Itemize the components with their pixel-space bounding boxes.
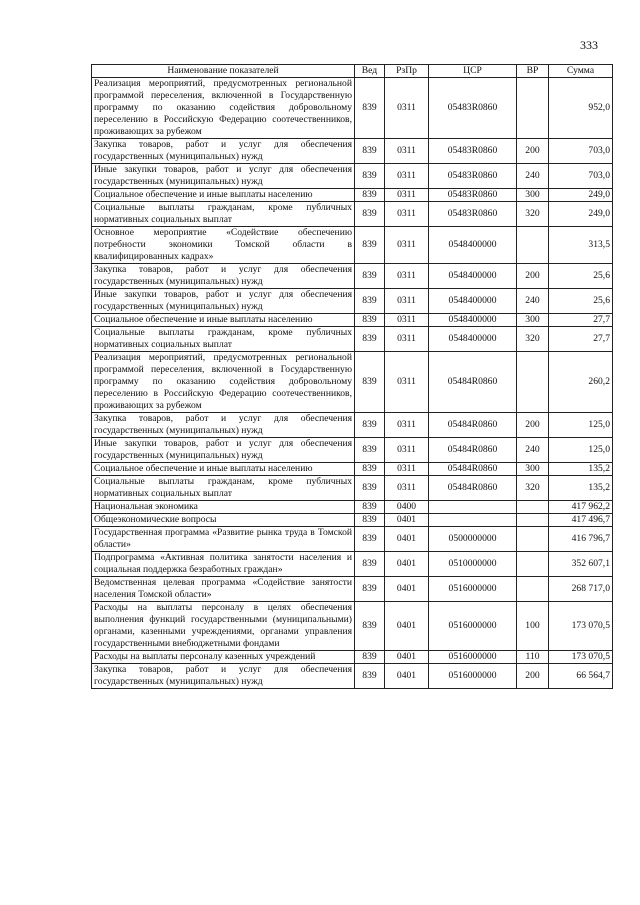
cell-sum: 249,0 xyxy=(549,189,613,202)
cell-rzpr: 0311 xyxy=(385,352,429,413)
cell-vr: 320 xyxy=(517,476,549,501)
cell-ved: 839 xyxy=(355,164,385,189)
cell-ved: 839 xyxy=(355,438,385,463)
table-row xyxy=(92,164,613,189)
cell-name: Социальное обеспечение и иные выплаты населению xyxy=(92,463,355,476)
table-row xyxy=(92,202,613,227)
header-name: Наименование показателей xyxy=(92,65,355,78)
cell-rzpr: 0401 xyxy=(385,664,429,689)
cell-name: Общеэкономические вопросы xyxy=(92,514,355,527)
cell-rzpr: 0401 xyxy=(385,514,429,527)
cell-sum: 27,7 xyxy=(549,314,613,327)
table-row xyxy=(92,139,613,164)
cell-name: Национальная экономика xyxy=(92,501,355,514)
cell-sum: 703,0 xyxy=(549,164,613,189)
cell-rzpr: 0311 xyxy=(385,202,429,227)
cell-rzpr: 0400 xyxy=(385,501,429,514)
table-row xyxy=(92,438,613,463)
cell-vr: 110 xyxy=(517,651,549,664)
cell-csr: 05483R0860 xyxy=(429,189,517,202)
cell-sum: 25,6 xyxy=(549,289,613,314)
cell-ved: 839 xyxy=(355,664,385,689)
cell-rzpr: 0401 xyxy=(385,651,429,664)
cell-name: Закупка товаров, работ и услуг для обеспечения государственных (муниципальных) нужд xyxy=(92,264,355,289)
cell-ved: 839 xyxy=(355,463,385,476)
cell-vr xyxy=(517,577,549,602)
cell-vr: 240 xyxy=(517,164,549,189)
header-rzpr: РзПр xyxy=(385,65,429,78)
header-csr: ЦСР xyxy=(429,65,517,78)
cell-name: Государственная программа «Развитие рынка труда в Томской области» xyxy=(92,527,355,552)
cell-name: Социальные выплаты гражданам, кроме публичных нормативных социальных выплат xyxy=(92,202,355,227)
cell-sum: 952,0 xyxy=(549,78,613,139)
cell-vr xyxy=(517,527,549,552)
cell-ved: 839 xyxy=(355,289,385,314)
cell-vr xyxy=(517,352,549,413)
cell-name: Закупка товаров, работ и услуг для обеспечения государственных (муниципальных) нужд xyxy=(92,664,355,689)
table-row xyxy=(92,602,613,651)
cell-name: Основное мероприятие «Содействие обеспечению потребности экономики Томской области в квалифицированных кадрах» xyxy=(92,227,355,264)
cell-csr: 05483R0860 xyxy=(429,164,517,189)
table-row xyxy=(92,413,613,438)
cell-csr: 05483R0860 xyxy=(429,78,517,139)
cell-name: Иные закупки товаров, работ и услуг для обеспечения государственных (муниципальных) нужд xyxy=(92,164,355,189)
cell-csr: 05484R0860 xyxy=(429,476,517,501)
cell-csr: 05484R0860 xyxy=(429,463,517,476)
cell-sum: 703,0 xyxy=(549,139,613,164)
cell-ved: 839 xyxy=(355,651,385,664)
cell-csr xyxy=(429,514,517,527)
cell-ved: 839 xyxy=(355,327,385,352)
cell-rzpr: 0311 xyxy=(385,463,429,476)
table-row xyxy=(92,352,613,413)
cell-csr: 05484R0860 xyxy=(429,413,517,438)
cell-sum: 135,2 xyxy=(549,463,613,476)
cell-sum: 260,2 xyxy=(549,352,613,413)
cell-csr: 0516000000 xyxy=(429,651,517,664)
cell-vr xyxy=(517,552,549,577)
table-row xyxy=(92,476,613,501)
table-row xyxy=(92,227,613,264)
cell-sum: 173 070,5 xyxy=(549,602,613,651)
cell-csr: 0548400000 xyxy=(429,264,517,289)
cell-name: Социальное обеспечение и иные выплаты населению xyxy=(92,314,355,327)
cell-name: Социальные выплаты гражданам, кроме публичных нормативных социальных выплат xyxy=(92,327,355,352)
cell-rzpr: 0311 xyxy=(385,189,429,202)
cell-ved: 839 xyxy=(355,189,385,202)
cell-name: Реализация мероприятий, предусмотренных региональной программой переселения, включенной в Государственную программу по оказанию содействия добровольному переселению в Российскую Федерацию соотечественников, проживающих за рубежом xyxy=(92,78,355,139)
cell-ved: 839 xyxy=(355,314,385,327)
cell-csr: 0548400000 xyxy=(429,314,517,327)
cell-ved: 839 xyxy=(355,577,385,602)
cell-csr: 05483R0860 xyxy=(429,202,517,227)
cell-ved: 839 xyxy=(355,202,385,227)
cell-csr: 0510000000 xyxy=(429,552,517,577)
cell-name: Ведомственная целевая программа «Содействие занятости населения Томской области» xyxy=(92,577,355,602)
table-row xyxy=(92,552,613,577)
cell-csr: 05483R0860 xyxy=(429,139,517,164)
cell-vr: 320 xyxy=(517,327,549,352)
cell-name: Иные закупки товаров, работ и услуг для обеспечения государственных (муниципальных) нужд xyxy=(92,438,355,463)
table-row xyxy=(92,189,613,202)
cell-name: Расходы на выплаты персоналу казенных учреждений xyxy=(92,651,355,664)
header-vr: ВР xyxy=(517,65,549,78)
cell-name: Социальные выплаты гражданам, кроме публичных нормативных социальных выплат xyxy=(92,476,355,501)
cell-vr: 200 xyxy=(517,264,549,289)
cell-sum: 268 717,0 xyxy=(549,577,613,602)
cell-ved: 839 xyxy=(355,352,385,413)
cell-vr: 100 xyxy=(517,602,549,651)
cell-sum: 416 796,7 xyxy=(549,527,613,552)
cell-sum: 135,2 xyxy=(549,476,613,501)
cell-ved: 839 xyxy=(355,78,385,139)
table-row xyxy=(92,577,613,602)
cell-ved: 839 xyxy=(355,227,385,264)
cell-ved: 839 xyxy=(355,413,385,438)
cell-vr: 320 xyxy=(517,202,549,227)
cell-vr xyxy=(517,514,549,527)
cell-name: Расходы на выплаты персоналу в целях обеспечения выполнения функций государственными (муниципальными) органами, казенными учреждениями, органами управления государственными внебюджетными фондами xyxy=(92,602,355,651)
cell-sum: 417 962,2 xyxy=(549,501,613,514)
budget-table xyxy=(91,64,613,689)
cell-rzpr: 0401 xyxy=(385,602,429,651)
cell-sum: 313,5 xyxy=(549,227,613,264)
cell-csr: 0516000000 xyxy=(429,664,517,689)
cell-rzpr: 0311 xyxy=(385,289,429,314)
header-ved: Вед xyxy=(355,65,385,78)
cell-rzpr: 0311 xyxy=(385,413,429,438)
cell-csr: 0500000000 xyxy=(429,527,517,552)
cell-rzpr: 0401 xyxy=(385,527,429,552)
table-row xyxy=(92,651,613,664)
cell-name: Иные закупки товаров, работ и услуг для обеспечения государственных (муниципальных) нужд xyxy=(92,289,355,314)
table-row xyxy=(92,514,613,527)
cell-name: Подпрограмма «Активная политика занятости населения и социальная поддержка безработных граждан» xyxy=(92,552,355,577)
table-row xyxy=(92,264,613,289)
cell-csr: 0548400000 xyxy=(429,289,517,314)
cell-vr: 200 xyxy=(517,139,549,164)
cell-rzpr: 0311 xyxy=(385,264,429,289)
table-row xyxy=(92,314,613,327)
table-row xyxy=(92,501,613,514)
cell-csr: 05484R0860 xyxy=(429,352,517,413)
cell-vr xyxy=(517,501,549,514)
table-row xyxy=(92,327,613,352)
cell-csr: 0548400000 xyxy=(429,227,517,264)
cell-name: Закупка товаров, работ и услуг для обеспечения государственных (муниципальных) нужд xyxy=(92,413,355,438)
cell-sum: 173 070,5 xyxy=(549,651,613,664)
page-number: 333 xyxy=(580,38,598,52)
cell-rzpr: 0311 xyxy=(385,476,429,501)
cell-vr: 200 xyxy=(517,664,549,689)
cell-rzpr: 0311 xyxy=(385,139,429,164)
cell-csr: 05484R0860 xyxy=(429,438,517,463)
cell-rzpr: 0311 xyxy=(385,438,429,463)
cell-ved: 839 xyxy=(355,552,385,577)
cell-vr: 240 xyxy=(517,438,549,463)
table-row xyxy=(92,664,613,689)
cell-sum: 249,0 xyxy=(549,202,613,227)
cell-rzpr: 0311 xyxy=(385,314,429,327)
cell-csr: 0548400000 xyxy=(429,327,517,352)
cell-sum: 352 607,1 xyxy=(549,552,613,577)
cell-sum: 125,0 xyxy=(549,438,613,463)
cell-sum: 25,6 xyxy=(549,264,613,289)
cell-sum: 125,0 xyxy=(549,413,613,438)
cell-ved: 839 xyxy=(355,476,385,501)
cell-vr: 300 xyxy=(517,314,549,327)
cell-ved: 839 xyxy=(355,514,385,527)
cell-rzpr: 0311 xyxy=(385,327,429,352)
cell-sum: 66 564,7 xyxy=(549,664,613,689)
cell-rzpr: 0401 xyxy=(385,552,429,577)
cell-csr: 0516000000 xyxy=(429,577,517,602)
cell-ved: 839 xyxy=(355,501,385,514)
cell-vr xyxy=(517,78,549,139)
cell-sum: 417 496,7 xyxy=(549,514,613,527)
header-sum: Сумма xyxy=(549,65,613,78)
cell-csr: 0516000000 xyxy=(429,602,517,651)
cell-rzpr: 0401 xyxy=(385,577,429,602)
table-body xyxy=(92,78,613,689)
table-row xyxy=(92,527,613,552)
cell-vr: 200 xyxy=(517,413,549,438)
cell-name: Реализация мероприятий, предусмотренных региональной программой переселения, включенной в Государственную программу по оказанию содействия добровольному переселению в Российскую Федерацию соотечественников, проживающих за рубежом xyxy=(92,352,355,413)
cell-csr xyxy=(429,501,517,514)
cell-vr: 300 xyxy=(517,463,549,476)
cell-ved: 839 xyxy=(355,527,385,552)
table-row xyxy=(92,289,613,314)
table-row xyxy=(92,463,613,476)
table-header-row xyxy=(92,65,613,78)
cell-rzpr: 0311 xyxy=(385,78,429,139)
cell-rzpr: 0311 xyxy=(385,164,429,189)
cell-name: Социальное обеспечение и иные выплаты населению xyxy=(92,189,355,202)
cell-vr xyxy=(517,227,549,264)
cell-name: Закупка товаров, работ и услуг для обеспечения государственных (муниципальных) нужд xyxy=(92,139,355,164)
cell-vr: 240 xyxy=(517,289,549,314)
cell-vr: 300 xyxy=(517,189,549,202)
cell-rzpr: 0311 xyxy=(385,227,429,264)
cell-ved: 839 xyxy=(355,602,385,651)
cell-sum: 27,7 xyxy=(549,327,613,352)
table-row xyxy=(92,78,613,139)
cell-ved: 839 xyxy=(355,264,385,289)
cell-ved: 839 xyxy=(355,139,385,164)
